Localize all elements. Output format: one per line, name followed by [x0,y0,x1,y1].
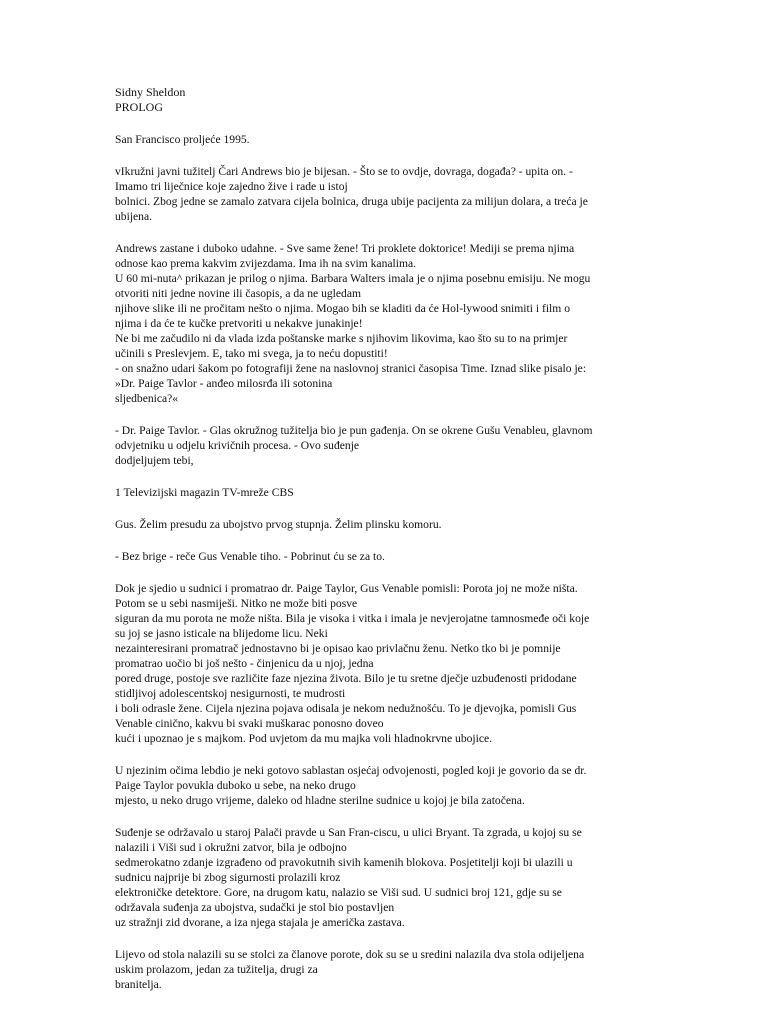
paragraph [115,763,655,808]
text-line: pored druge, postoje sve različite faze njezina života. Bilo je tu sretne dječje uzbuđenosti pridodane [115,672,577,685]
text-line: 1 Televizijski magazin TV-mreže CBS [115,486,294,499]
document-heading [115,85,655,115]
text-line: odvjetniku u odjelu krivičnih procesa. - Ovo suđenje [115,439,360,452]
text-line: bolnici. Zbog jedne se zamalo zatvara cijela bolnica, druga ubije pacijenta za milijun dolara, a treća je [115,195,588,208]
text-line: U njezinim očima lebdio je neki gotovo sablastan osjećaj odvojenosti, pogled koji je govorio da se dr. [115,764,587,777]
paragraph [115,581,655,746]
text-line: sljedbenica?« [115,392,179,405]
text-line: Venable cinično, kakvu bi svaki muškarac ponosno doveo [115,717,384,730]
text-line: U 60 mi-nuta^ prikazan je prilog o njima. Barbara Walters imala je o njima posebnu emisiju. Ne mogu [115,272,591,285]
document-body [115,132,655,992]
author-name: Sidny Sheldon [115,85,186,99]
text-line: Paige Taylor povukla duboko u sebe, na neko drugo [115,779,356,792]
paragraph [115,132,655,147]
text-line: Lijevo od stola nalazili su se stolci za članove porote, dok su se u sredini nalazila dva stola odijeljena [115,948,585,961]
text-line: ubijena. [115,210,153,223]
paragraph [115,241,655,406]
text-line: učinili s Preslevjem. E, tako mi svega, ja to neću dopustiti! [115,347,388,360]
text-line: Gus. Želim presudu za ubojstvo prvog stupnja. Želim plinsku komoru. [115,518,442,531]
text-line: - Bez brige - reče Gus Venable tiho. - Pobrinut ću se za to. [115,550,385,563]
text-line: Dok je sjedio u sudnici i promatrao dr. Paige Taylor, Gus Venable pomisli: Porota joj ne može ništa. [115,582,578,595]
document-page [115,85,655,1009]
text-line: branitelja. [115,978,162,991]
text-line: Potom se u sebi nasmiješi. Nitko ne može biti posve [115,597,358,610]
text-line: promatrao uočio bi još nešto - činjenicu da u njoj, jedna [115,657,374,670]
text-line: stidljivoj adolescentskoj nesigurnosti, te mudrosti [115,687,346,700]
text-line: nezainteresirani promatrač jednostavno bi je opisao kao privlačnu ženu. Netko tko bi je pomnije [115,642,561,655]
text-line: kući i upoznao je s majkom. Pod uvjetom da mu majka voli hladnokrvne ubojice. [115,732,493,745]
text-line: - on snažno udari šakom po fotografiji žene na naslovnoj stranici časopisa Time. Iznad slike pisalo je: [115,362,587,375]
text-line: i boli odrasle žene. Cijela njezina pojava odisala je nekom nedužnošću. To je djevojka, pomisli Gus [115,702,577,715]
text-line: sudnicu najprije bi zbog sigurnosti prolazili kroz [115,871,341,884]
text-line: održavala suđenja za ubojstva, sudački je stol bio postavljen [115,901,395,914]
text-line: sedmerokatno zdanje izgrađeno od pravokutnih sivih kamenih blokova. Posjetitelji koji bi ulazili u [115,856,573,869]
text-line: uskim prolazom, jedan za tužitelja, drugi za [115,963,318,976]
paragraph [115,825,655,930]
paragraph [115,549,655,564]
text-line: nalazili i Viši sud i okružni zatvor, bila je odbojno [115,841,347,854]
text-line: siguran da mu porota ne može ništa. Bila je visoka i vitka i imala je nevjerojatne tamnosmeđe oči koje [115,612,590,625]
text-line: Ne bi me začudilo ni da vlada izda poštanske marke s njihovim likovima, kao što su to na primjer [115,332,568,345]
text-line: njihove slike ili ne pročitam nešto o njima. Mogao bih se kladiti da će Hol-lywood snimiti i film o [115,302,570,315]
paragraph [115,485,655,500]
text-line: »Dr. Paige Tavlor - anđeo milosrđa ili sotonina [115,377,333,390]
paragraph [115,423,655,468]
text-line: San Francisco proljeće 1995. [115,133,250,146]
text-line: Suđenje se održavalo u staroj Palači pravde u San Fran-ciscu, u ulici Bryant. Ta zgrada, u kojoj su se [115,826,582,839]
text-line: Andrews zastane i duboko udahne. - Sve same žene! Tri proklete doktorice! Mediji se prema njima [115,242,575,255]
paragraph [115,164,655,224]
section-title: PROLOG [115,100,164,114]
text-line: vIkružni javni tužitelj Čari Andrews bio je bijesan. - Što se to ovdje, dovraga, događa? - upita on. - [115,165,573,178]
text-line: njima i da će te kučke pretvoriti u nekakve junakinje! [115,317,363,330]
text-line: Imamo tri liječnice koje zajedno žive i rade u istoj [115,180,348,193]
text-line: su joj se jasno isticale na blijedome licu. Neki [115,627,328,640]
text-line: mjesto, u neko drugo vrijeme, daleko od hladne sterilne sudnice u kojoj je bila zatočena. [115,794,525,807]
text-line: uz stražnji zid dvorane, a iza njega stajala je američka zastava. [115,916,405,929]
text-line: - Dr. Paige Tavlor. - Glas okružnog tužitelja bio je pun gađenja. On se okrene Gušu Venableu, glavnom [115,424,593,437]
text-line: elektroničke detektore. Gore, na drugom katu, nalazio se Viši sud. U sudnici broj 121, gdje su se [115,886,562,899]
text-line: odnose kao prema kakvim zvijezdama. Ima ih na svim kanalima. [115,257,417,270]
text-line: otvoriti niti jedne novine ili časopis, a da ne ugledam [115,287,361,300]
paragraph [115,947,655,992]
paragraph [115,517,655,532]
text-line: dodjeljujem tebi, [115,454,194,467]
